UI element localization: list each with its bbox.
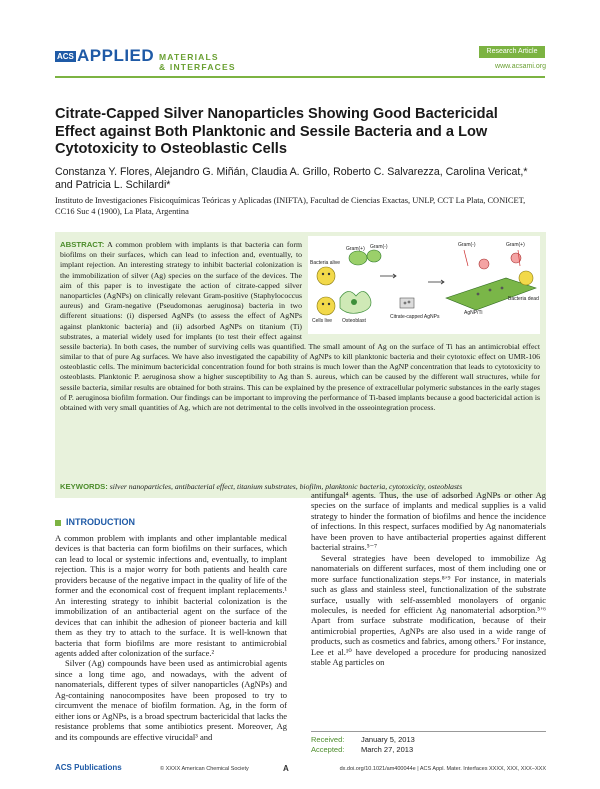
label-bacteria-alive: Bacteria alive	[310, 260, 341, 266]
paragraph: Silver (Ag) compounds have been used as antimicrobial agents since a long time ago, and nowadays, with the advent of nanomaterials, different types of silver nanoparticles (AgNPs) and Ag-containing nanocomposites have been proposed to try to circumvent the menace of biofilm formation. Ag, in the form of either ions or AgNPs, is a broad spectrum bactericidal that lacks the resistance problems that some antibiotics present. Moreover, Ag and its compounds are effective virucidal³ and	[55, 658, 287, 742]
agnp-icon	[404, 302, 407, 305]
dead-bacteria-icon	[479, 259, 489, 269]
cell-icon	[317, 297, 335, 315]
label-gram-plus: Gram(+)	[506, 242, 525, 248]
gram-plus-bacteria-icon	[349, 251, 367, 265]
author-list: Constanza Y. Flores, Alejandro G. Miñán, Claudia A. Grillo, Roberto C. Salvarezza, Carolina Vericat,* and Patricia L. Schilardi*	[55, 166, 528, 191]
accepted-row	[311, 745, 546, 755]
agnp-icon	[477, 293, 480, 296]
agnp-icon	[501, 287, 504, 290]
received-date: January 5, 2013	[361, 735, 415, 744]
received-label: Received:	[311, 735, 345, 744]
acs-publications-logo[interactable]: ACS Publications	[55, 763, 122, 772]
label-cells-live: Cells live	[312, 318, 333, 324]
label-gram-minus: Gram(-)	[458, 242, 476, 248]
body-right-column	[311, 490, 546, 668]
abstract-label: ABSTRACT:	[60, 240, 105, 249]
label-gram-minus-left: Gram(-)	[370, 244, 388, 250]
paragraph: A common problem with implants and other implantable medical devices is that bacteria can form biofilms on their surfaces, which can lead to local or systemic infections and, eventually, to implant rejection. This is a major worry for both patients and health care providers because of the negative impact in the quality of life of the former and the economical cost of frequent implant replacements.¹ An interesting strategy to inhibit bacterial colonization is the immobilization of an antibacterial agent on the surface of the devices that can inhibit the adhesion of pioneer bacteria and kill them as they try to attach to the surface. It is well-known that bacteria that form biofilms are more resistant to antimicrobial agents added after colonization of the surface.²	[55, 533, 287, 658]
keywords-label: KEYWORDS:	[60, 482, 108, 491]
bacteria-eye-icon	[328, 273, 330, 275]
accepted-date: March 27, 2013	[361, 744, 414, 754]
logo-acs: ACS	[57, 52, 74, 61]
agnp-icon	[408, 301, 411, 304]
label-agnp-ti: AgNP/Ti	[464, 310, 483, 316]
agnp-icon	[489, 289, 492, 292]
section-heading-introduction	[55, 517, 287, 527]
section-square-icon	[55, 520, 61, 526]
logo-applied: APPLIED	[77, 46, 155, 65]
logo-materials: MATERIALS	[159, 52, 219, 62]
logo-interfaces: & INTERFACES	[159, 62, 236, 72]
article-dates	[311, 731, 546, 754]
copyright: © XXXX American Chemical Society	[160, 766, 249, 772]
bacteria-eye-icon	[322, 273, 324, 275]
journal-url-link[interactable]: www.acsami.org	[495, 63, 546, 70]
section-title: INTRODUCTION	[66, 517, 135, 527]
page-number: A	[283, 764, 289, 773]
body-left-column	[55, 533, 287, 742]
received-row	[311, 735, 546, 745]
bacteria-icon	[317, 267, 335, 285]
header-rule	[55, 76, 545, 78]
gram-minus-bacteria-icon	[367, 250, 381, 262]
label-osteoblast: Osteoblast	[342, 318, 366, 324]
toc-graphic	[308, 236, 540, 334]
label-gram-plus-left: Gram(+)	[346, 246, 365, 252]
abstract-text: A common problem with implants is that bacteria can form biofilms on their surfaces, which can lead to infection and, eventually, to implant rejection. An interesting strategy to inhibit bacterial colonization is the immobilization of silver (Ag) species on the surface of the devices. The aim of this paper is to investigate the action of citrate-capped silver nanoparticles (AgNPs) on clinically relevant Gram-positive (Staphylococcus aureus) and Gram-negative (Pseudomonas aeruginosa) bacteria in two different situations: (i) dispersed AgNPs (to assess the effect of AgNPs against planktonic bacteria) and (ii) adsorbed AgNPs on titanium (Ti) substrates, a material widely used for implants (to test their effect against sessile bacteria). In both cases, the number of surviving cells was quantified. The small amount of Ag on the surface of Ti has an antimicrobial effect similar to that of pure Ag surfaces. We have also investigated the capability of AgNPs to kill planktonic bacteria and their cytotoxic effect on UMR-106 osteoblastic cells. The minimum bactericidal concentration found for both strains is much lower than the AgNP concentration that leads to cytotoxicity to osteoblasts. Planktonic P. aeruginosa show a higher susceptibility to Ag than S. aureus, which can be caused by the different wall structures, while for sessile bacteria, similar results are obtained for both strains. This can be explained by the presence of extracellular polymeric substances in the early stages of P. aeruginosa biofilm formation. Our findings can be important to improving the performance of Ti-based implants because a good bactericidal action is obtained with very small quantities of Ag, which are not detrimental to the cells involved in the osseointegration process.	[60, 240, 540, 412]
paragraph: Several strategies have been developed to immobilize Ag nanomaterials on different surfaces, most of them including one or more surface functionalization steps.⁸ʼ⁹ For instance, in materials such as glass and stainless steel, functionalization of the substrate surface, usually with self-assembled monolayers of organic molecules, is needed for efficient Ag nanomaterial adsorption.⁵ʼ⁶ Apart from surface substrate modification, because of their antimicrobial properties, AgNPs are also used in a wide range of products, such as cosmetics and fabrics, among others.⁷ For instance, Lee et al.¹⁰ have developed a procedure for producing nanosized stable Ag particles on	[311, 552, 547, 668]
cell-eye-icon	[322, 303, 324, 305]
affiliation: Instituto de Investigaciones Fisicoquímicas Teóricas y Aplicadas (INIFTA), Facultad de Ciencias Exactas, UNLP, CCT La Plata, CONICET, CC16 Suc 4 (1900), La Plata, Argentina	[55, 196, 526, 216]
article-type-badge: Research Article	[479, 46, 545, 58]
abstract	[60, 240, 540, 413]
paragraph: antifungal⁴ agents. Thus, the use of adsorbed AgNPs or other Ag species on the surface of implants and medical supplies is a valid strategy to hinder the formation of biofilms and hence the incidence of infections. In this respect, surfaces modified by Ag nanomaterials have been proven to have antibacterial properties against different bacterial strains.⁵⁻⁷	[311, 490, 546, 553]
keywords-text: silver nanoparticles, antibacterial effect, titanium substrates, biofilm, planktonic bacteria, cytotoxicity, osteoblasts	[109, 482, 463, 491]
nucleus-icon	[351, 299, 357, 305]
doi-link[interactable]: dx.doi.org/10.1021/am400044e | ACS Appl. Mater. Interfaces XXXX, XXX, XXX−XXX	[339, 766, 546, 772]
article-title: Citrate-Capped Silver Nanoparticles Showing Good Bactericidal Effect against Both Planktonic and Sessile Bacteria and a Low Cytotoxicity to Osteoblastic Cells	[55, 106, 498, 157]
cell-eye-icon	[328, 303, 330, 305]
citrate-agnp-vial-icon	[400, 298, 414, 308]
label-bacteria-dead: Bacteria dead	[508, 296, 539, 302]
label-citrate-agnp: Citrate-capped AgNPs	[390, 314, 440, 320]
accepted-label: Accepted:	[311, 744, 345, 754]
bacteria-dead-face-icon	[519, 271, 533, 285]
